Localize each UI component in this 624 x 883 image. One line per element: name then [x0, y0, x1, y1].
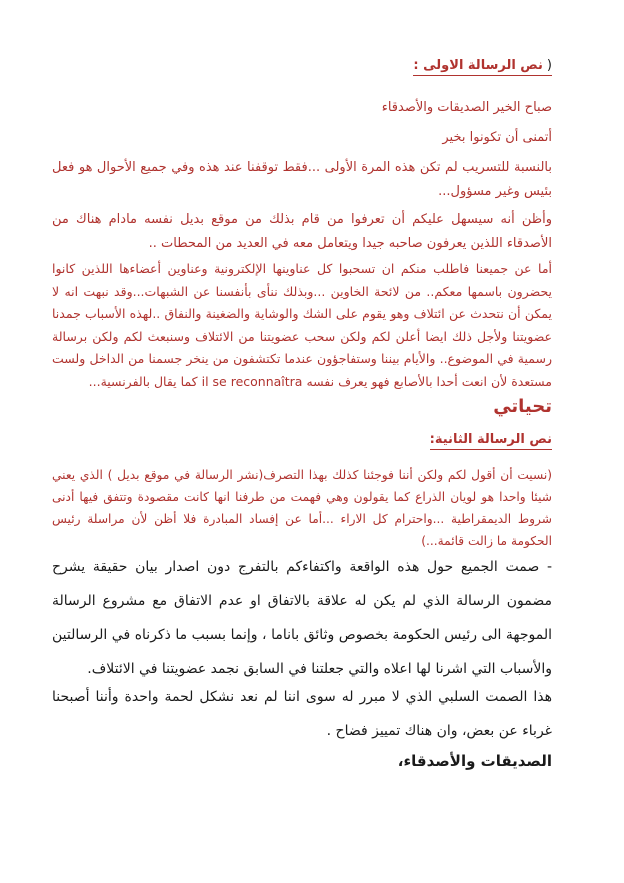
letter1-paragraph-2: وأظن أنه سيسهل عليكم أن تعرفوا من قام بذلك من موقع بديل نفسه مادام هناك من الأصدقاء اللذين يعرفون صاحبه جيدا ويتعامل معه في العديد من المحطات .. — [52, 212, 552, 251]
statement-paragraph-2: هذا الصمت السلبي الذي لا مبرر له سوى اننا لم نعد نشكل لحمة واحدة وأننا أصبحنا غرباء عن بعض، وان هناك تمييز فضاح . — [52, 689, 552, 739]
greeting: صباح الخير الصديقات والأصدقاء — [381, 100, 552, 115]
section-title-greetings: تحياتي — [493, 396, 552, 417]
letter2-heading — [430, 432, 552, 450]
letter1-paragraph-3: أما عن جميعنا فاطلب منكم ان تسحبوا كل عناوينها الإلكترونية وعناوين أعضاءها اللذين كانوا يحضرون باسمها معكم.. من لائحة الخاوين ...وبذلك ننأى بأنفسنا عن الشبهات...وقد نبهت انه لا يمكن أن نتحدث عن ائتلاف وهو يقوم على الشك والوشاية والضغينة والنفاق ..لهذه الأسباب جمدنا عضويتنا ولأجل ذلك ايضا أعلن لكم ولكن سحب عضويتنا من الائتلاف وسنبعث لكم ولكن برسالة رسمية في الموضوع.. والأيام بيننا وستفاجؤون عندما تكتشفون من ينخر جسمنا من الداخل ولست مستعدة لأن انعت أحدا بالأصابع فهو يعرف نفسه il se reconnaîtra كما يقال بالفرنسية... — [52, 261, 552, 389]
letter2-heading-text: نص الرسالة الثانية: — [429, 432, 552, 447]
letter1-paragraph-1: بالنسبة للتسريب لم تكن هذه المرة الأولى ...فقط توقفنا عند هذه وفي جميع الأحوال هو فعل بئيس وغير مسؤول... — [52, 160, 552, 199]
letter1-heading-text: نص الرسالة الاولى : — [413, 58, 543, 73]
closing-line: الصديقات والأصدقاء، — [397, 752, 552, 770]
wish-line: أتمنى أن تكونوا بخير — [442, 130, 552, 145]
heading-underline — [430, 449, 552, 450]
open-paren: ( — [546, 58, 552, 73]
heading-underline — [413, 75, 552, 76]
statement-paragraph-1: - صمت الجميع حول هذه الواقعة واكتفاءكم بالتفرج دون اصدار بيان حقيقة يشرح مضمون الرسالة الذي لم يكن له علاقة بالاتفاق او عدم الاتفاق مع مشروع الرسالة الموجهة الى رئيس الحكومة بخصوص وثائق باناما ، وإنما بسبب ما ذكرناه في الرسالتين والأسباب التي اشرنا لها اعلاه والتي جعلتنا في السابق نجمد عضويتنا في الائتلاف. — [52, 559, 552, 677]
letter2-paragraph: (نسيت أن أقول لكم ولكن أننا فوجئنا كذلك بهذا التصرف(نشر الرسالة في موقع بديل ) الذي يعني شيئا واحدا هو لويان الذراع كما يقولون وهي فهمت من طرفنا انها كانت مقصودة وتتفق فيها أدنى شروط الديمقراطية ...واحترام كل الاراء ...أما عن إفساد المبادرة فلا أظن لأن مراسلة رئيس الحكومة ما زالت قائمة...) — [52, 468, 552, 548]
letter1-heading — [413, 58, 552, 76]
